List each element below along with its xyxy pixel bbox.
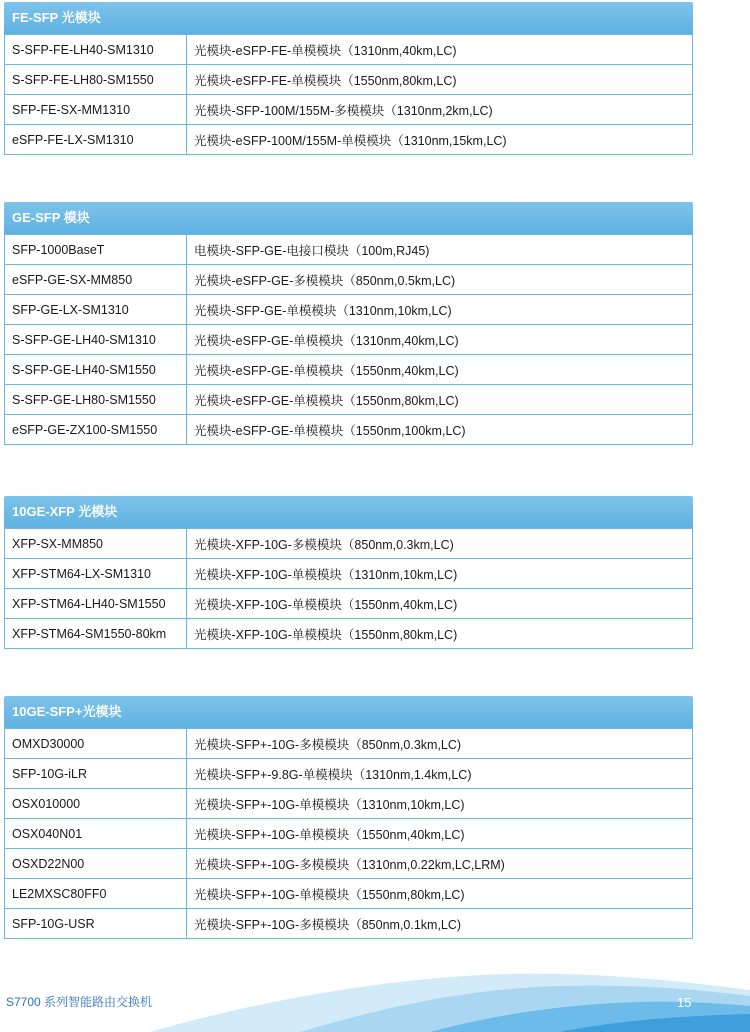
- table-row: [5, 385, 693, 415]
- module-table: [4, 728, 693, 939]
- model-cell: S-SFP-FE-LH40-SM1310: [5, 35, 187, 65]
- description-cell: 光模块-eSFP-GE-单模模块（1310nm,40km,LC): [187, 325, 693, 355]
- model-cell: S-SFP-GE-LH80-SM1550: [5, 385, 187, 415]
- description-cell: 光模块-eSFP-FE-单模模块（1310nm,40km,LC): [187, 35, 693, 65]
- section-fe-sfp: [4, 2, 693, 155]
- model-cell: SFP-1000BaseT: [5, 235, 187, 265]
- model-cell: OSX040N01: [5, 819, 187, 849]
- section-title: 10GE-XFP 光模块: [4, 496, 693, 528]
- section-title: 10GE-SFP+光模块: [4, 696, 693, 728]
- table-row: [5, 879, 693, 909]
- model-cell: S-SFP-FE-LH80-SM1550: [5, 65, 187, 95]
- description-cell: 光模块-eSFP-GE-单模模块（1550nm,80km,LC): [187, 385, 693, 415]
- model-cell: SFP-GE-LX-SM1310: [5, 295, 187, 325]
- description-cell: 光模块-XFP-10G-单模模块（1310nm,10km,LC): [187, 559, 693, 589]
- table-row: [5, 729, 693, 759]
- table-row: [5, 909, 693, 939]
- model-cell: SFP-10G-iLR: [5, 759, 187, 789]
- table-row: [5, 415, 693, 445]
- description-cell: 光模块-eSFP-GE-单模模块（1550nm,40km,LC): [187, 355, 693, 385]
- model-cell: SFP-10G-USR: [5, 909, 187, 939]
- model-cell: XFP-STM64-SM1550-80km: [5, 619, 187, 649]
- description-cell: 光模块-SFP+-10G-多模模块（1310nm,0.22km,LC,LRM): [187, 849, 693, 879]
- model-cell: eSFP-FE-LX-SM1310: [5, 125, 187, 155]
- model-cell: SFP-FE-SX-MM1310: [5, 95, 187, 125]
- model-cell: XFP-SX-MM850: [5, 529, 187, 559]
- section-title: FE-SFP 光模块: [4, 2, 693, 34]
- table-row: [5, 125, 693, 155]
- table-row: [5, 235, 693, 265]
- table-row: [5, 819, 693, 849]
- model-cell: eSFP-GE-SX-MM850: [5, 265, 187, 295]
- description-cell: 光模块-eSFP-100M/155M-单模模块（1310nm,15km,LC): [187, 125, 693, 155]
- model-cell: XFP-STM64-LX-SM1310: [5, 559, 187, 589]
- description-cell: 光模块-SFP+-9.8G-单模模块（1310nm,1.4km,LC): [187, 759, 693, 789]
- module-table: [4, 528, 693, 649]
- description-cell: 光模块-SFP+-10G-多模模块（850nm,0.3km,LC): [187, 729, 693, 759]
- module-table: [4, 234, 693, 445]
- table-row: [5, 65, 693, 95]
- model-cell: S-SFP-GE-LH40-SM1550: [5, 355, 187, 385]
- description-cell: 光模块-eSFP-GE-多模模块（850nm,0.5km,LC): [187, 265, 693, 295]
- model-cell: XFP-STM64-LH40-SM1550: [5, 589, 187, 619]
- table-row: [5, 355, 693, 385]
- description-cell: 光模块-XFP-10G-单模模块（1550nm,80km,LC): [187, 619, 693, 649]
- table-row: [5, 529, 693, 559]
- table-row: [5, 849, 693, 879]
- description-cell: 电模块-SFP-GE-电接口模块（100m,RJ45): [187, 235, 693, 265]
- table-row: [5, 759, 693, 789]
- description-cell: 光模块-SFP+-10G-单模模块（1310nm,10km,LC): [187, 789, 693, 819]
- table-row: [5, 95, 693, 125]
- table-row: [5, 789, 693, 819]
- section-10ge-xfp: [4, 496, 693, 649]
- description-cell: 光模块-SFP+-10G-多模模块（850nm,0.1km,LC): [187, 909, 693, 939]
- table-row: [5, 589, 693, 619]
- model-cell: LE2MXSC80FF0: [5, 879, 187, 909]
- table-row: [5, 559, 693, 589]
- table-row: [5, 325, 693, 355]
- table-row: [5, 295, 693, 325]
- section-title: GE-SFP 模块: [4, 202, 693, 234]
- table-row: [5, 265, 693, 295]
- model-cell: OMXD30000: [5, 729, 187, 759]
- description-cell: 光模块-SFP-GE-单模模块（1310nm,10km,LC): [187, 295, 693, 325]
- description-cell: 光模块-eSFP-FE-单模模块（1550nm,80km,LC): [187, 65, 693, 95]
- model-cell: OSX010000: [5, 789, 187, 819]
- description-cell: 光模块-SFP+-10G-单模模块（1550nm,80km,LC): [187, 879, 693, 909]
- model-cell: eSFP-GE-ZX100-SM1550: [5, 415, 187, 445]
- model-cell: S-SFP-GE-LH40-SM1310: [5, 325, 187, 355]
- model-cell: OSXD22N00: [5, 849, 187, 879]
- description-cell: 光模块-SFP-100M/155M-多模模块（1310nm,2km,LC): [187, 95, 693, 125]
- description-cell: 光模块-eSFP-GE-单模模块（1550nm,100km,LC): [187, 415, 693, 445]
- description-cell: 光模块-XFP-10G-多模模块（850nm,0.3km,LC): [187, 529, 693, 559]
- table-row: [5, 619, 693, 649]
- section-ge-sfp: [4, 202, 693, 445]
- description-cell: 光模块-SFP+-10G-单模模块（1550nm,40km,LC): [187, 819, 693, 849]
- module-table: [4, 34, 693, 155]
- description-cell: 光模块-XFP-10G-单模模块（1550nm,40km,LC): [187, 589, 693, 619]
- footer-document-title: S7700 系列智能路由交换机: [6, 995, 153, 1009]
- table-row: [5, 35, 693, 65]
- page-number: 15: [677, 995, 692, 1010]
- section-10ge-sfp-plus: [4, 696, 693, 939]
